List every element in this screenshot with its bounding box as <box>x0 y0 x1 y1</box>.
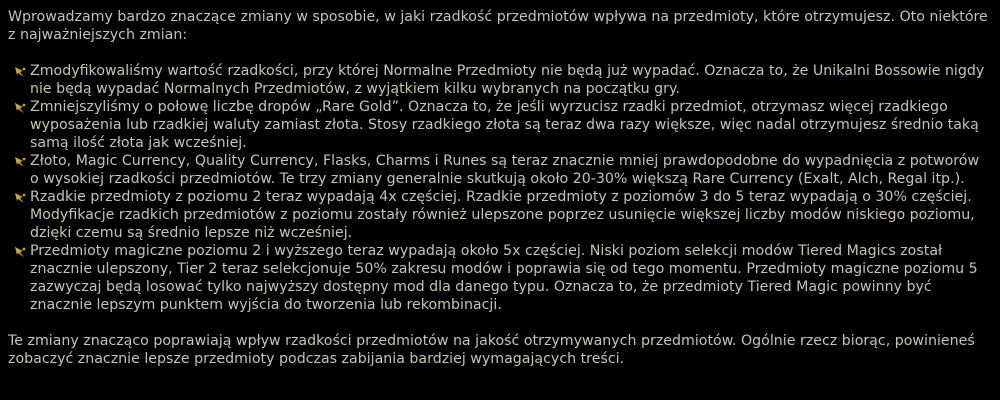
list-item-text: Zmodyfikowaliśmy wartość rzadkości, przy której Normalne Przedmioty nie będą już wypadać. Oznacza to, że Unikalni Bossowie nigdy nie będą wypadać Normalnych Przedmiotów, z wyjątkiem kilku wybranych na początku gry. <box>30 63 985 97</box>
list-item <box>8 152 992 188</box>
list-item <box>8 242 992 314</box>
star-bullet-icon <box>14 245 27 257</box>
star-bullet-icon <box>14 155 27 167</box>
star-bullet-icon <box>14 101 27 113</box>
outro-paragraph: Te zmiany znacząco poprawiają wpływ rzadkości przedmiotów na jakość otrzymywanych przedmiotów. Ogólnie rzecz biorąc, powinieneś zobaczyć znacznie lepsze przedmioty podczas zabijania bardziej wymagających treści. <box>8 333 975 367</box>
list-item-text: Zmniejszyliśmy o połowę liczbę dropów „Rare Gold”. Oznacza to, że jeśli wyrzucisz rzadki przedmiot, otrzymasz więcej rzadkiego wyposażenia lub rzadkiej waluty zamiast złota. Stosy rzadkiego złota są teraz dwa razy większe, więc nadal otrzymujesz średnio taką samą ilość złota jak wcześniej. <box>30 99 979 151</box>
list-item <box>8 188 992 242</box>
list-item-text: Rzadkie przedmioty z poziomu 2 teraz wypadają 4x częściej. Rzadkie przedmioty z poziomów 3 do 5 teraz wypadają o 30% częściej. Modyfikacje rzadkich przedmiotów z poziomu zostały również ulepszone poprzez usunięcie większej liczby modów niskiego poziomu, dzięki czemu są średnio lepsze niż wcześniej. <box>30 189 975 241</box>
star-bullet-icon <box>14 191 27 203</box>
star-bullet-icon <box>14 65 27 77</box>
list-item-text: Przedmioty magiczne poziomu 2 i wyższego teraz wypadają około 5x częściej. Niski poziom selekcji modów Tiered Magics został znacznie ulepszony, Tier 2 teraz selekcjonuje 50% zakresu modów i poprawia się od tego momentu. Przedmioty magiczne poziomu 5 zazwyczaj będą losować tylko najwyższy dostępny mod dla danego typu. Oznacza to, że przedmioty Tiered Magic powinny być znacznie lepszym punktem wyjścia do tworzenia lub rekombinacji. <box>30 243 978 313</box>
change-list <box>8 62 992 314</box>
list-item-text: Złoto, Magic Currency, Quality Currency, Flasks, Charms i Runes są teraz znacznie mniej prawdopodobne do wypadnięcia z potworów o wysokiej rzadkości przedmiotów. Te trzy zmiany generalnie skutkują około 20-30% większą Rare Currency (Exalt, Alch, Regal itp.). <box>30 153 980 187</box>
list-item <box>8 98 992 152</box>
list-item <box>8 62 992 98</box>
intro-paragraph: Wprowadzamy bardzo znaczące zmiany w sposobie, w jaki rzadkość przedmiotów wpływa na przedmioty, które otrzymujesz. Oto niektóre z najważniejszych zmian: <box>8 9 988 43</box>
